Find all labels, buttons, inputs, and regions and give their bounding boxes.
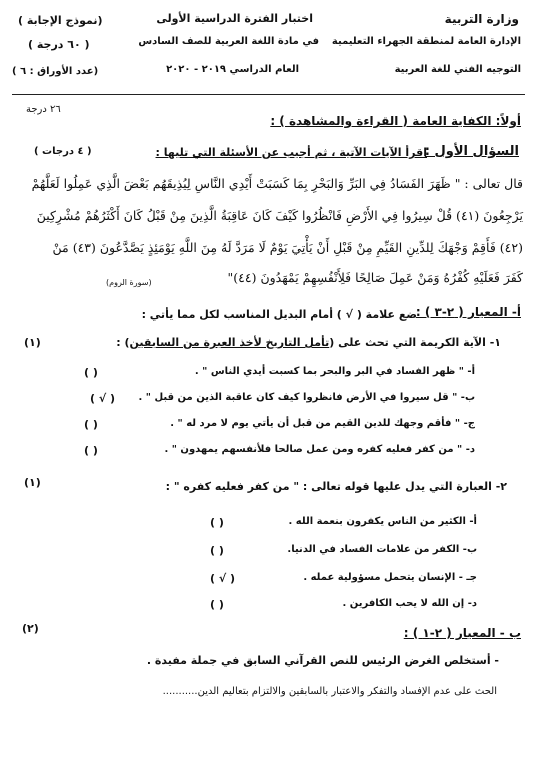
verse-line-1: قال تعالى : " ظَهَرَ الفَسَادُ فِي البَرِّ وَالبَحْرِ بِمَا كَسَبَتْ أَيْدِي النَّاسِ لِيُذِيقَهُم بَعْضَ الَّذِي عَمِلُوا لَعَلَّهُمْ	[31, 176, 523, 191]
criterion-b-marks: (٢)	[22, 622, 39, 635]
item1-option-a: أ- " ظهر الفساد في البر والبحر بما كسبت أيدي الناس " .	[194, 366, 475, 377]
header-divider	[12, 94, 525, 95]
item2-option-d-mark: ( )	[210, 598, 224, 611]
item1-question-suffix: ) :	[116, 336, 130, 349]
section-score: ٢٦ درجة	[26, 104, 61, 115]
verse-line-4: كَفَرَ فَعَلَيْهِ كُفْرُهُ وَمَنْ عَمِلَ صَالِحًا فَلِأَنْفُسِهِمْ يَمْهَدُونَ (٤٤)"	[227, 270, 523, 285]
competency-title: أولاً: الكفاية العامة ( القراءة والمشاهدة ) :	[270, 114, 521, 128]
answer-model-label: (نموذج الإجابة )	[18, 14, 103, 27]
item1-option-c: ج- " فأقم وجهك للدين القيم من قبل أن يأتي يوم لا مرد له " .	[170, 418, 475, 429]
question1-instruction: اقرأ الآيات الآتية ، ثم أجيب عن الأسئلة التي تليها :	[155, 146, 427, 159]
item1-option-b: ب- " قل سيروا في الأرض فانظروا كيف كان عاقبة الذين من قبل " .	[138, 392, 475, 403]
item2-option-a-mark: ( )	[210, 516, 224, 529]
verse-line-2: يَرْجِعُونَ (٤١) قُلْ سِيرُوا فِي الأَرْضِ فَانْظُرُوا كَيْفَ كَانَ عَاقِبَةُ الَّذِينَ مِنْ قَبْلُ كَانَ أَكْثَرُهُمْ مُشْرِكِينَ	[36, 208, 523, 223]
page-count: (عدد الأوراق : ٦ )	[12, 66, 99, 77]
question1-label: السؤال الأول :	[424, 144, 519, 159]
item2-option-c: جـ - الإنسان يتحمل مسؤولية عمله .	[303, 572, 477, 583]
supervision-name: التوجيه الفني للغة العربية	[394, 64, 521, 75]
item2-option-b-mark: ( )	[210, 544, 224, 557]
surah-name: (سورة الروم)	[106, 278, 152, 287]
item1-marks: (١)	[24, 336, 41, 349]
item1-question-underlined: تأمل التاريخ لأخذ العبرة من السابقين	[129, 336, 330, 349]
item1-question-prefix: ١- الآية الكريمة التي تحث على (	[329, 336, 501, 349]
item2-option-c-mark: ( √ )	[210, 572, 236, 585]
item2-question: ٢- العبارة التي يدل عليها قوله تعالى : " من كفر فعليه كفره " :	[165, 480, 507, 493]
item2-option-d: د- إن الله لا يحب الكافرين .	[342, 598, 477, 609]
ministry-name: وزارة التربية	[444, 12, 519, 26]
item1-option-a-mark: ( )	[84, 366, 98, 379]
exam-subject: في مادة اللغة العربية للصف السادس	[138, 36, 319, 47]
question1-score: ( ٤ درجات )	[34, 146, 92, 157]
exam-year: العام الدراسي ٢٠١٩ - ٢٠٢٠	[166, 64, 299, 75]
item1-option-b-mark: ( √ )	[90, 392, 116, 405]
item1-option-c-mark: ( )	[84, 418, 98, 431]
criterion-a-instruction: ضع علامة ( √ ) أمام البديل المناسب لكل مما يأتي :	[141, 308, 417, 321]
criterion-a-title: أ- المعيار ( ٢-٣ ) :	[415, 305, 521, 319]
item1-question	[116, 336, 501, 349]
item2-option-a: أ- الكثير من الناس يكفرون بنعمة الله .	[288, 516, 477, 527]
item1-option-d: د- " من كفر فعليه كفره ومن عمل صالحا فلأنفسهم يمهدون " .	[164, 444, 475, 455]
item1-option-d-mark: ( )	[84, 444, 98, 457]
directorate-name: الإدارة العامة لمنطقة الجهراء التعليمية	[331, 36, 521, 47]
criterion-b-answer: الحث على عدم الإفساد والتفكر والاعتبار بالسابقين والالتزام بتعاليم الدين...........	[162, 686, 497, 697]
criterion-b-title: ب - المعيار ( ٢-١ ) :	[403, 626, 521, 640]
verse-line-3: (٤٢) فَأَقِمْ وَجْهَكَ لِلدِّينِ القَيِّمِ مِنْ قَبْلِ أَنْ يَأْتِيَ يَوْمٌ لَا مَرَدَّ لَهُ مِنَ اللَّهِ يَوْمَئِذٍ يَصَّدَّعُونَ (٤٣) مَنْ	[52, 240, 523, 255]
total-score: ( ٦٠ درجة )	[28, 38, 90, 51]
criterion-b-question: - أستخلص الغرض الرئيس للنص القرآني السابق في جملة مفيدة .	[146, 654, 499, 667]
item2-marks: (١)	[24, 476, 41, 489]
item2-option-b: ب- الكفر من علامات الفساد في الدنيا.	[287, 544, 477, 555]
exam-title: اختبار الفترة الدراسية الأولى	[156, 12, 313, 25]
